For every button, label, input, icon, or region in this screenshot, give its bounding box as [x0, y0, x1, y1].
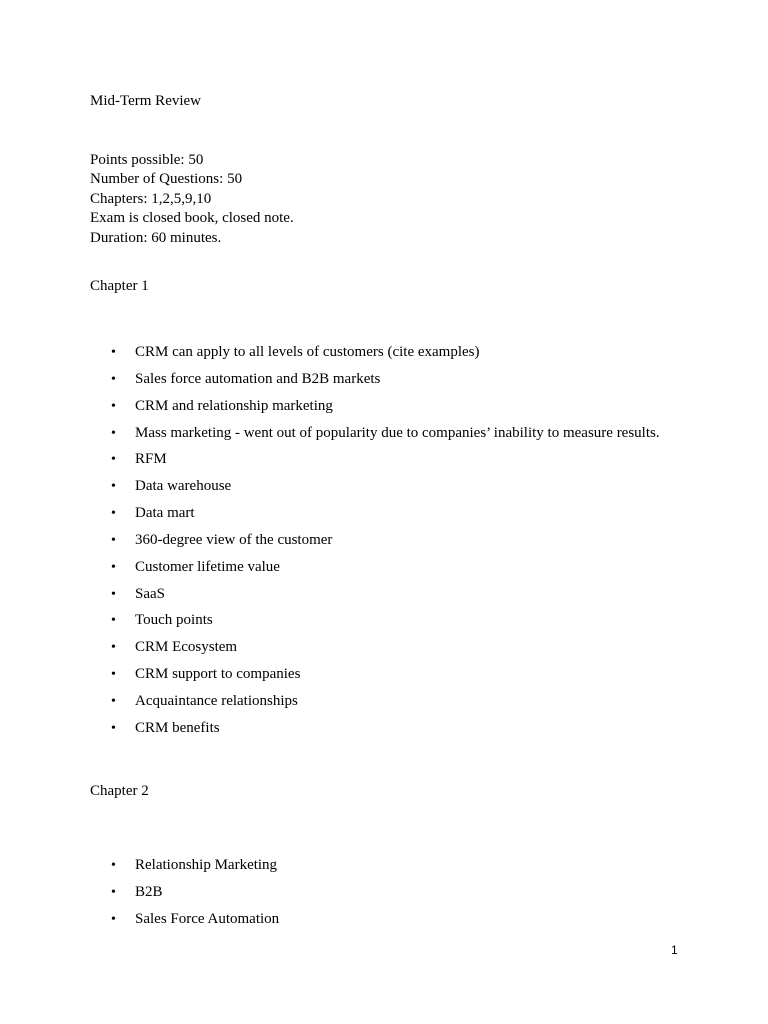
- list-item-text: Customer lifetime value: [135, 558, 280, 575]
- list-item-text: SaaS: [135, 585, 165, 602]
- exam-info: [90, 151, 294, 248]
- bullet-icon: •: [111, 371, 116, 387]
- list-item: [0, 370, 660, 397]
- list-item-text: Data mart: [135, 505, 195, 522]
- bullet-icon: •: [111, 720, 116, 736]
- list-item: [0, 638, 660, 665]
- list-item: [0, 504, 660, 531]
- list-item: [0, 531, 660, 558]
- list-item: [0, 692, 660, 719]
- list-item: [0, 397, 660, 424]
- bullet-icon: •: [111, 479, 116, 495]
- list-item-text: Relationship Marketing: [135, 857, 278, 873]
- points-possible: Points possible: 50: [90, 152, 204, 168]
- list-item-text: Acquaintance relationships: [135, 692, 298, 709]
- list-item: [0, 477, 660, 504]
- list-item-text: Touch points: [135, 612, 213, 629]
- exam-duration: Duration: 60 minutes.: [90, 229, 222, 246]
- list-item: [0, 856, 279, 883]
- page-number: 1: [671, 943, 678, 957]
- list-item-text: B2B: [135, 883, 163, 900]
- list-item-text: Data warehouse: [135, 478, 232, 495]
- bullet-icon: •: [111, 640, 116, 656]
- list-item: [0, 343, 660, 370]
- bullet-icon: •: [111, 559, 116, 575]
- exam-rules: Exam is closed book, closed note.: [90, 210, 294, 227]
- bullet-icon: •: [111, 452, 116, 468]
- list-item-text: CRM benefits: [135, 719, 220, 736]
- number-of-questions: Number of Questions: 50: [90, 171, 243, 188]
- list-item-text: Mass marketing - went out of popularity due to companies’ inability to measure results.: [135, 424, 660, 441]
- list-item-text: CRM support to companies: [135, 666, 301, 683]
- bullet-icon: •: [111, 532, 116, 548]
- list-item-text: Sales Force Automation: [135, 910, 280, 927]
- list-item: [0, 585, 660, 612]
- bullet-icon: •: [111, 586, 116, 602]
- bullet-icon: •: [111, 911, 116, 927]
- list-item: [0, 450, 660, 477]
- chapter-heading: Chapter 1: [90, 278, 149, 294]
- list-item: [0, 883, 279, 910]
- bullet-icon: •: [111, 506, 116, 522]
- chapter-2-topic-list: [0, 856, 279, 937]
- list-item-text: Sales force automation and B2B markets: [135, 370, 381, 387]
- chapter-1-topic-list: [0, 343, 660, 746]
- document-title: Mid-Term Review: [90, 93, 202, 109]
- list-item-text: RFM: [135, 451, 167, 468]
- list-item: [0, 611, 660, 638]
- list-item-text: CRM can apply to all levels of customers (cite examples): [135, 344, 480, 360]
- list-item-text: 360-degree view of the customer: [135, 531, 333, 548]
- bullet-icon: •: [111, 345, 116, 360]
- list-item: [0, 910, 279, 937]
- list-item: [0, 719, 660, 746]
- bullet-icon: •: [111, 613, 116, 629]
- list-item: [0, 424, 660, 451]
- bullet-icon: •: [111, 693, 116, 709]
- list-item: [0, 558, 660, 585]
- chapters-covered: Chapters: 1,2,5,9,10: [90, 190, 212, 207]
- chapter-heading: Chapter 2: [90, 783, 149, 799]
- list-item-text: CRM Ecosystem: [135, 639, 238, 656]
- bullet-icon: •: [111, 667, 116, 683]
- list-item: [0, 665, 660, 692]
- list-item-text: CRM and relationship marketing: [135, 397, 333, 414]
- bullet-icon: •: [111, 884, 116, 900]
- bullet-icon: •: [111, 425, 116, 441]
- bullet-icon: •: [111, 398, 116, 414]
- bullet-icon: •: [111, 858, 116, 873]
